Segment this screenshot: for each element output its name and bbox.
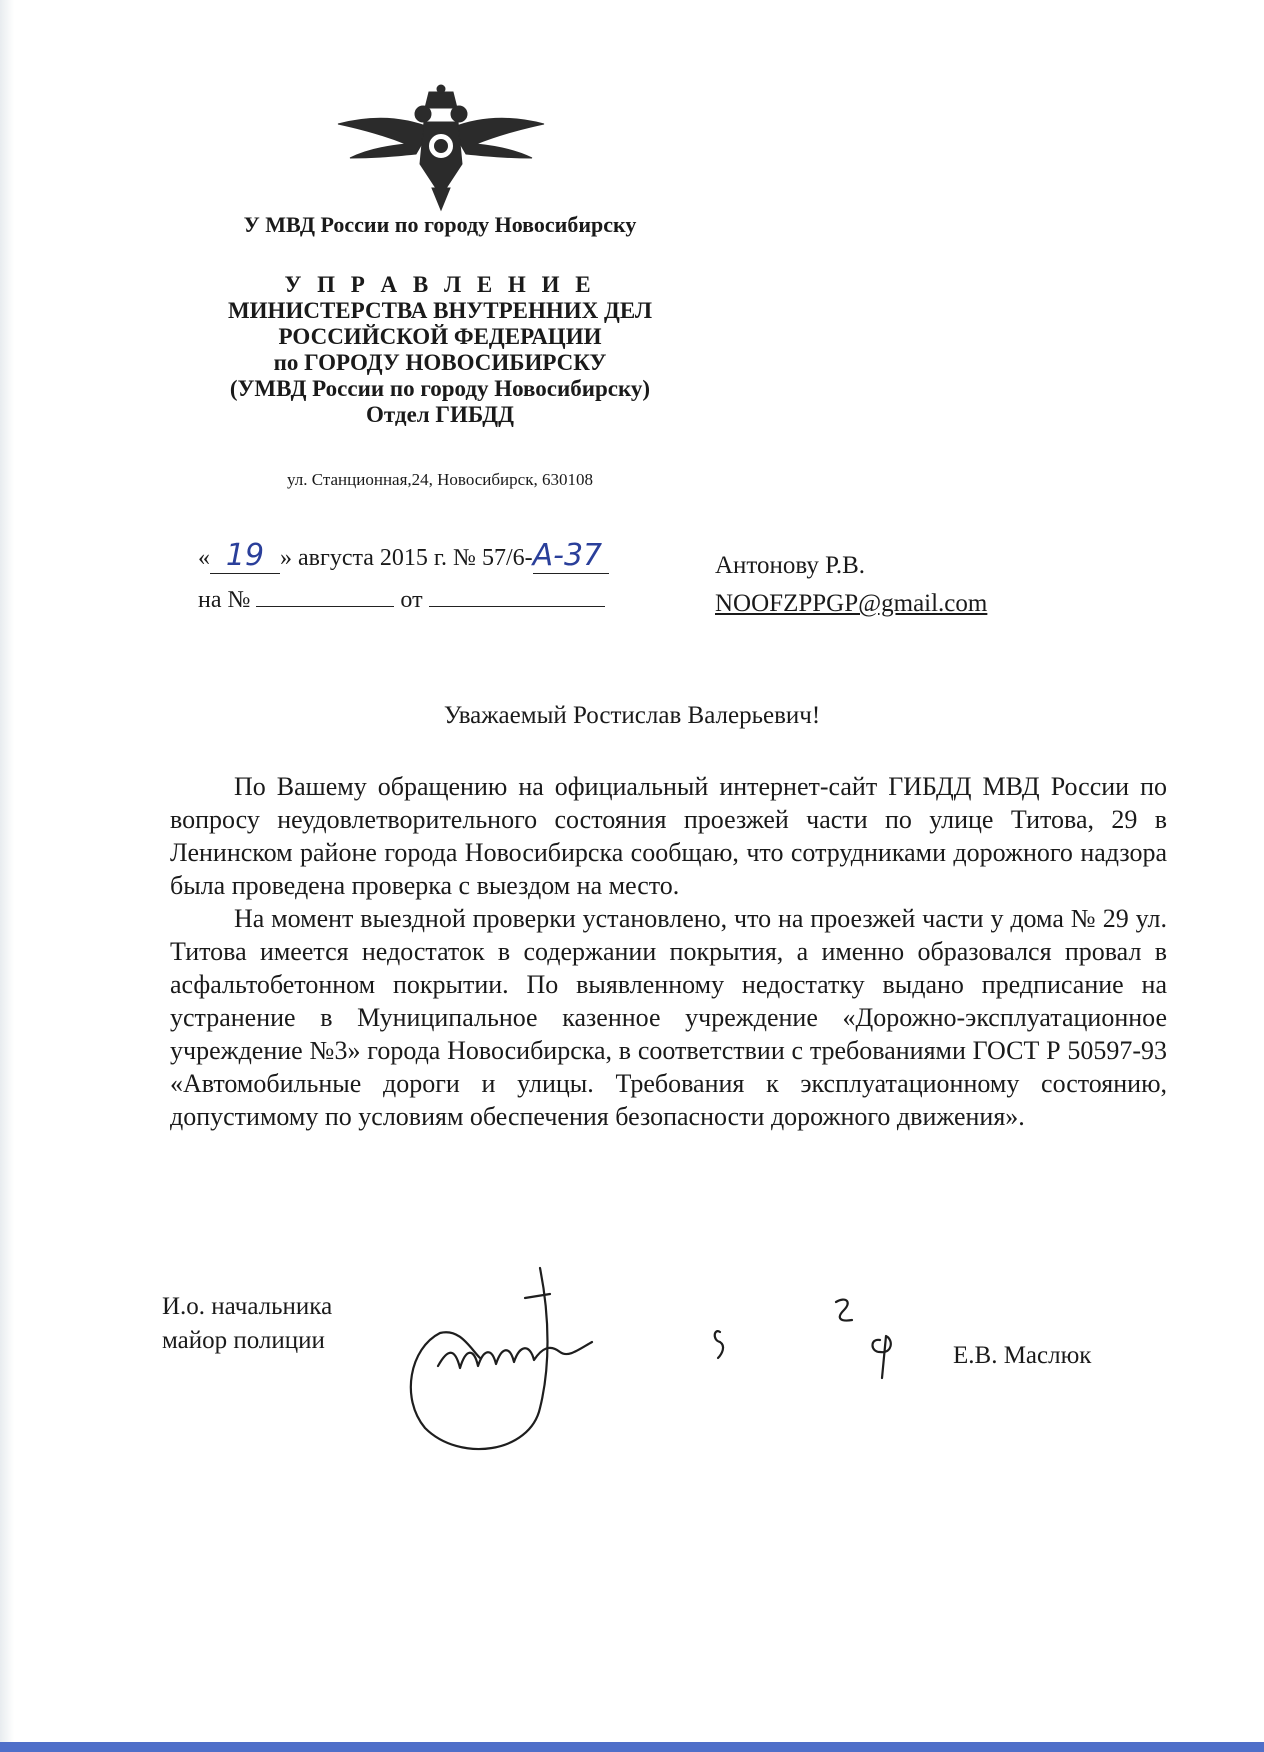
signatory-title: И.о. начальника bbox=[162, 1293, 333, 1320]
number-suffix-handwritten: А-37 bbox=[532, 538, 603, 573]
signatory-position bbox=[162, 1290, 332, 1358]
scan-edge-bottom bbox=[0, 1742, 1264, 1752]
reply-number-blank bbox=[256, 582, 394, 607]
signatory-name: Е.В. Маслюк bbox=[953, 1342, 1092, 1369]
letter-body bbox=[170, 770, 1167, 1133]
scan-edge-left bbox=[0, 0, 14, 1752]
mvd-emblem-icon bbox=[336, 84, 546, 212]
date-open-quote: « bbox=[198, 545, 210, 571]
body-paragraph-2: На момент выездной проверки установлено, что на проезжей части у дома № 29 ул. Титова имеется недостаток в содержании покрытия, а именно образовался провал в асфальтобетонном покрытии. По выявленному недостатку выдано предписание на устранение в Муниципальное казенное учреждение «Дорожно-эксплуатационное учреждение №3» города Новосибирска, в соответствии с требованиями ГОСТ Р 50597-93 «Автомобильные дороги и улицы. Требования к эксплуатационному состоянию, допустимому по условиям обеспечения безопасности дорожного движения». bbox=[170, 904, 1167, 1131]
org-line-2: МИНИСТЕРСТВА ВНУТРЕННИХ ДЕЛ bbox=[227, 298, 653, 323]
org-line-1: У П Р А В Л Е Н И Е bbox=[284, 272, 596, 297]
salutation: Уважаемый Ростислав Валерьевич! bbox=[443, 702, 821, 729]
body-paragraph-1: По Вашему обращению на официальный интернет-сайт ГИБДД МВД России по вопросу неудовлетворительного состояния проезжей части по улице Титова, 29 в Ленинском районе города Новосибирска сообщаю, что сотрудниками дорожного надзора была проведена проверка с выездом на место. bbox=[170, 772, 1167, 900]
date-and-number: » августа 2015 г. № 57/6- bbox=[280, 545, 533, 571]
org-address: ул. Станционная,24, Новосибирск, 630108 bbox=[287, 470, 593, 489]
letter-date-row bbox=[198, 538, 609, 574]
date-day-field bbox=[210, 538, 280, 574]
recipient-name: Антонову Р.В. bbox=[715, 552, 866, 579]
reply-row bbox=[198, 582, 605, 614]
reply-date-blank bbox=[429, 582, 605, 607]
org-name-short: У МВД России по городу Новосибирску bbox=[243, 212, 637, 237]
org-name-block bbox=[150, 272, 730, 428]
number-suffix-field bbox=[533, 538, 609, 574]
reply-number-label: на № bbox=[198, 587, 251, 613]
reply-from-label: от bbox=[400, 587, 423, 613]
recipient-email: NOOFZPPGP@gmail.com bbox=[715, 590, 988, 617]
signatory-rank: майор полиции bbox=[162, 1327, 325, 1354]
org-line-3: РОССИЙСКОЙ ФЕДЕРАЦИИ bbox=[278, 324, 602, 349]
org-line-4: по ГОРОДУ НОВОСИБИРСКУ bbox=[273, 350, 607, 375]
org-line-6: Отдел ГИБДД bbox=[366, 402, 514, 427]
org-line-5: (УМВД России по городу Новосибирску) bbox=[229, 376, 651, 401]
date-day-handwritten: 19 bbox=[225, 538, 265, 573]
handwritten-signature bbox=[400, 1258, 940, 1458]
